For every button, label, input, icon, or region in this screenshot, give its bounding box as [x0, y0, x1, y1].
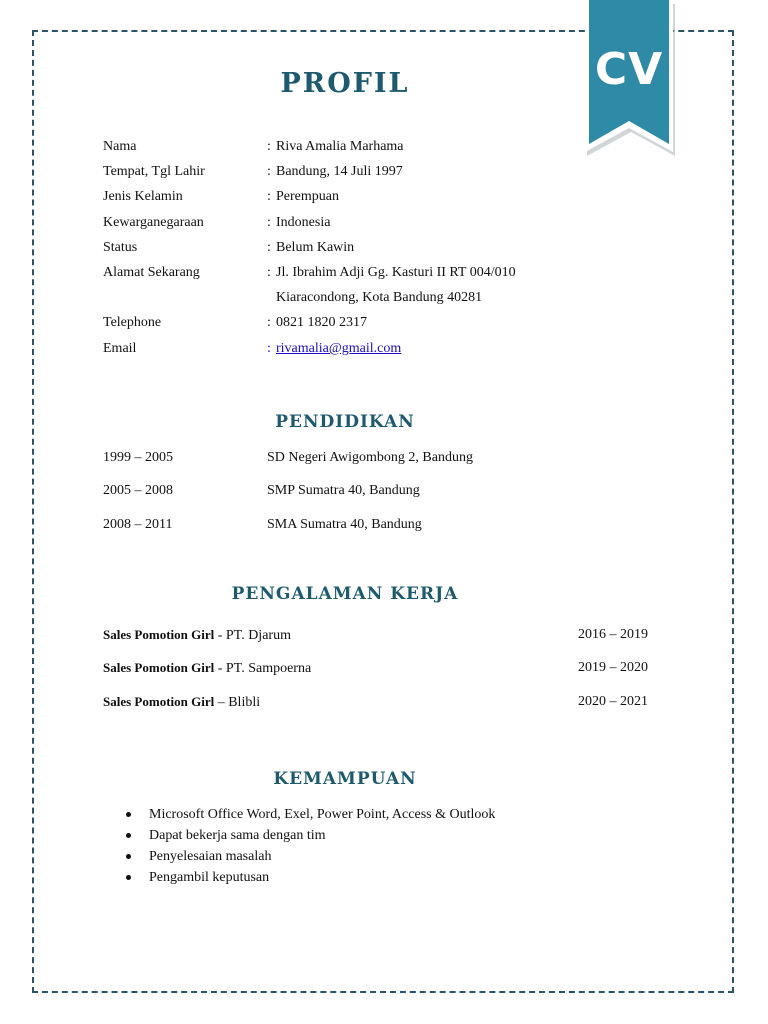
experience-years: 2020 – 2021	[578, 694, 648, 709]
education-years: 2005 – 2008	[103, 483, 173, 498]
email-link[interactable]: rivamalia@gmail.com	[276, 341, 402, 356]
profile-label: Status	[103, 240, 138, 255]
profile-value: 0821 1820 2317	[276, 315, 367, 330]
ribbon-label: CV	[594, 44, 664, 95]
experience-years: 2019 – 2020	[578, 660, 648, 675]
profile-value: Perempuan	[276, 189, 339, 204]
profile-label: Jenis Kelamin	[103, 189, 183, 204]
profile-value: Indonesia	[276, 215, 331, 230]
profile-value: Bandung, 14 Juli 1997	[276, 164, 403, 179]
list-item: Microsoft Office Word, Exel, Power Point, Access & Outlook	[124, 806, 495, 827]
experience-row: Sales Pomotion Girl – Blibli 2020 – 2021	[103, 694, 648, 710]
page-title: PROFIL	[280, 68, 410, 99]
bullet-icon	[126, 812, 131, 817]
profile-label: Alamat Sekarang	[103, 265, 200, 280]
education-years: 1999 – 2005	[103, 450, 173, 465]
experience-role: Sales Pomotion Girl	[103, 694, 215, 709]
profile-label: Nama	[103, 139, 137, 154]
education-school: SD Negeri Awigombong 2, Bandung	[267, 450, 473, 465]
experience-company: PT. Sampoerna	[225, 661, 312, 676]
list-item: Penyelesaian masalah	[124, 848, 495, 869]
profile-value: Riva Amalia Marhama	[276, 139, 404, 154]
section-heading-education: PENDIDIKAN	[275, 412, 415, 432]
education-years: 2008 – 2011	[103, 517, 173, 532]
experience-years: 2016 – 2019	[578, 627, 648, 642]
experience-row: Sales Pomotion Girl - PT. Sampoerna 2019 – 2020	[103, 660, 648, 676]
education-school: SMP Sumatra 40, Bandung	[267, 483, 420, 498]
bullet-icon	[126, 875, 131, 880]
profile-value: Kiaracondong, Kota Bandung 40281	[276, 290, 483, 305]
profile-value: Jl. Ibrahim Adji Gg. Kasturi II RT 004/010	[276, 265, 516, 280]
list-item: Dapat bekerja sama dengan tim	[124, 827, 495, 848]
bullet-icon	[126, 833, 131, 838]
experience-company: PT. Djarum	[225, 628, 291, 643]
profile-value: Belum Kawin	[276, 240, 355, 255]
profile-label: Kewarganegaraan	[103, 215, 204, 230]
list-item: Pengambil keputusan	[124, 869, 495, 890]
experience-role: Sales Pomotion Girl	[103, 627, 215, 642]
bullet-icon	[126, 854, 131, 859]
education-school: SMA Sumatra 40, Bandung	[267, 517, 422, 532]
profile-label: Email	[103, 341, 137, 356]
experience-role: Sales Pomotion Girl	[103, 660, 215, 675]
section-heading-skills: KEMAMPUAN	[273, 769, 417, 789]
profile-label: Tempat, Tgl Lahir	[103, 164, 205, 179]
experience-row: Sales Pomotion Girl - PT. Djarum 2016 – 2019	[103, 627, 648, 643]
experience-company: Blibli	[228, 695, 261, 710]
skills-list	[124, 806, 495, 890]
section-heading-experience: PENGALAMAN KERJA	[231, 584, 459, 604]
profile-label: Telephone	[103, 315, 162, 330]
